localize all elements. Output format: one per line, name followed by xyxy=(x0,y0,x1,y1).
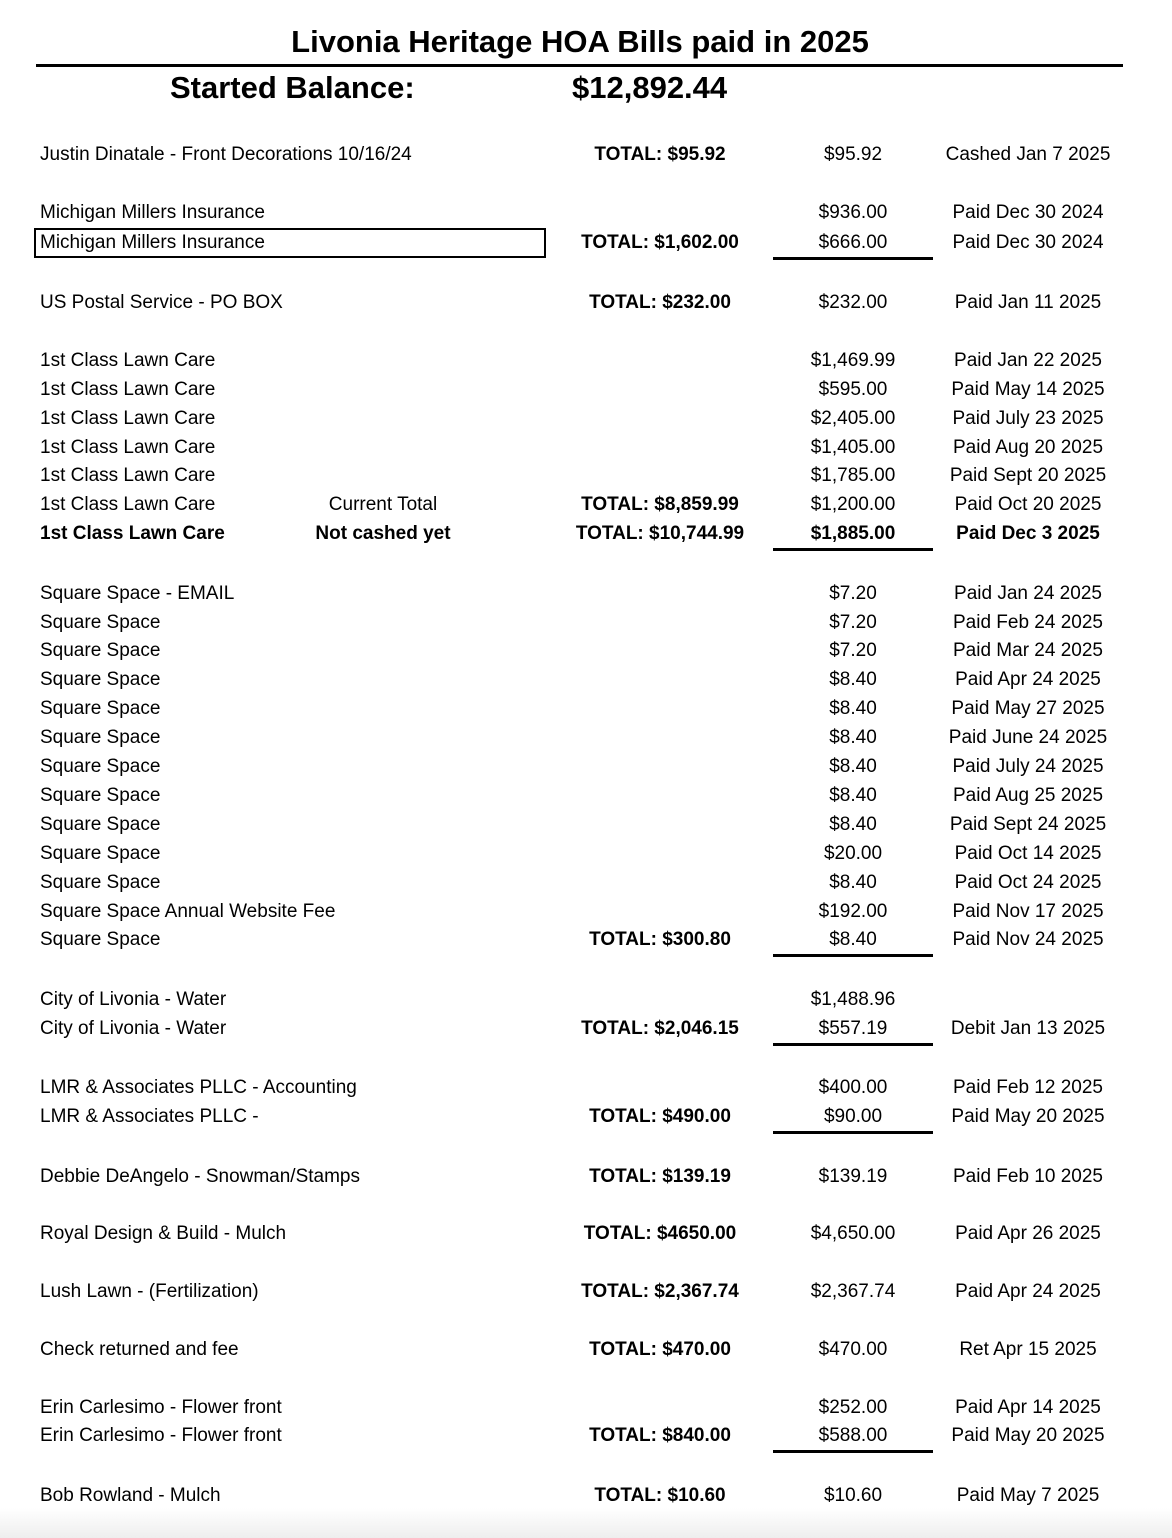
row-amount: $7.20 xyxy=(829,640,877,661)
table-row xyxy=(0,492,1172,518)
table-row xyxy=(0,521,1172,547)
row-amount: $95.92 xyxy=(823,144,883,165)
row-name: LMR & Associates PLLC - Accounting xyxy=(40,1077,357,1098)
row-amount: $8.40 xyxy=(829,929,877,950)
row-status: Paid Sept 20 2025 xyxy=(949,465,1107,486)
page-title: Livonia Heritage HOA Bills paid in 2025 xyxy=(291,24,869,59)
row-status: Ret Apr 15 2025 xyxy=(959,1339,1097,1360)
table-row xyxy=(0,1483,1172,1509)
row-status: Paid Jan 11 2025 xyxy=(954,292,1102,313)
row-status: Paid Oct 20 2025 xyxy=(954,494,1102,515)
row-name: Square Space Annual Website Fee xyxy=(40,901,336,922)
table-row xyxy=(0,1221,1172,1247)
row-name: 1st Class Lawn Care xyxy=(40,494,216,515)
row-status: Paid Jan 22 2025 xyxy=(954,350,1102,371)
row-name: LMR & Associates PLLC - xyxy=(40,1106,259,1127)
row-name: Square Space xyxy=(40,929,161,950)
row-amount: $20.00 xyxy=(823,843,883,864)
row-status: Paid Feb 10 2025 xyxy=(952,1166,1103,1187)
row-status: Paid Apr 24 2025 xyxy=(955,1281,1101,1302)
row-amount: $8.40 xyxy=(829,814,877,835)
row-amount: $595.00 xyxy=(818,379,888,400)
row-amount: $666.00 xyxy=(818,232,888,253)
table-row xyxy=(0,725,1172,751)
row-amount: $1,488.96 xyxy=(810,989,896,1010)
row-amount: $400.00 xyxy=(818,1077,888,1098)
row-status: Paid Dec 3 2025 xyxy=(956,523,1100,544)
table-row xyxy=(0,348,1172,374)
row-name: Square Space xyxy=(40,843,161,864)
group-underline xyxy=(773,257,933,260)
row-total: TOTAL: $8,859.99 xyxy=(581,494,739,515)
balance-value: $12,892.44 xyxy=(572,70,728,105)
table-row xyxy=(0,1075,1172,1101)
row-amount: $7.20 xyxy=(829,612,877,633)
row-amount: $2,405.00 xyxy=(810,408,896,429)
table-row xyxy=(0,290,1172,316)
row-name: 1st Class Lawn Care xyxy=(40,350,216,371)
row-name: City of Livonia - Water xyxy=(40,989,227,1010)
row-amount: $8.40 xyxy=(829,756,877,777)
group-underline xyxy=(773,548,933,551)
row-amount: $588.00 xyxy=(818,1425,888,1446)
title-divider xyxy=(36,64,1123,67)
row-name: 1st Class Lawn Care xyxy=(40,408,216,429)
row-amount: $2,367.74 xyxy=(810,1281,896,1302)
row-name: Erin Carlesimo - Flower front xyxy=(40,1397,282,1418)
table-row xyxy=(0,1279,1172,1305)
row-name: 1st Class Lawn Care xyxy=(40,523,225,544)
row-total: TOTAL: $1,602.00 xyxy=(581,232,739,253)
row-status: Paid May 20 2025 xyxy=(951,1106,1105,1127)
row-status: Cashed Jan 7 2025 xyxy=(945,144,1111,165)
row-status: Paid Feb 12 2025 xyxy=(952,1077,1103,1098)
table-row xyxy=(0,435,1172,461)
row-name: Bob Rowland - Mulch xyxy=(40,1485,221,1506)
row-status: Paid Nov 17 2025 xyxy=(952,901,1104,922)
row-amount: $232.00 xyxy=(818,292,888,313)
row-total: TOTAL: $840.00 xyxy=(589,1425,731,1446)
table-row xyxy=(0,927,1172,953)
row-amount: $8.40 xyxy=(829,669,877,690)
row-status: Paid Aug 25 2025 xyxy=(952,785,1104,806)
row-name: Justin Dinatale - Front Decorations 10/16/24 xyxy=(40,144,412,165)
row-amount: $1,785.00 xyxy=(810,465,896,486)
table-row xyxy=(0,1016,1172,1042)
row-amount: $1,405.00 xyxy=(810,437,896,458)
row-name: Erin Carlesimo - Flower front xyxy=(40,1425,282,1446)
row-name: Lush Lawn - (Fertilization) xyxy=(40,1281,259,1302)
group-underline xyxy=(773,1450,933,1453)
row-amount: $470.00 xyxy=(818,1339,888,1360)
row-status: Paid Mar 24 2025 xyxy=(953,640,1103,661)
table-row xyxy=(0,230,1172,256)
table-row xyxy=(0,1423,1172,1449)
table-row xyxy=(0,610,1172,636)
row-status: Paid July 23 2025 xyxy=(952,408,1104,429)
row-total: TOTAL: $10,744.99 xyxy=(575,523,745,544)
row-total: TOTAL: $95.92 xyxy=(594,144,726,165)
row-status: Paid Oct 24 2025 xyxy=(954,872,1102,893)
row-status: Paid Sept 24 2025 xyxy=(949,814,1107,835)
row-amount: $7.20 xyxy=(829,583,877,604)
row-amount: $252.00 xyxy=(818,1397,888,1418)
table-row xyxy=(0,142,1172,168)
row-name: Royal Design & Build - Mulch xyxy=(40,1223,287,1244)
row-name: Michigan Millers Insurance xyxy=(40,202,265,223)
table-row xyxy=(0,581,1172,607)
row-name: 1st Class Lawn Care xyxy=(40,437,216,458)
row-amount: $8.40 xyxy=(829,698,877,719)
row-note: Current Total xyxy=(328,494,438,515)
table-row xyxy=(0,783,1172,809)
row-name: Square Space xyxy=(40,640,161,661)
row-total: TOTAL: $139.19 xyxy=(589,1166,731,1187)
row-name: Michigan Millers Insurance xyxy=(40,232,265,253)
row-total: TOTAL: $232.00 xyxy=(589,292,731,313)
row-amount: $1,200.00 xyxy=(810,494,896,515)
row-name: Square Space xyxy=(40,612,161,633)
row-total: TOTAL: $300.80 xyxy=(589,929,731,950)
table-row xyxy=(0,406,1172,432)
table-row xyxy=(0,870,1172,896)
row-name: Square Space xyxy=(40,872,161,893)
row-name: Square Space xyxy=(40,698,161,719)
table-row xyxy=(0,377,1172,403)
row-amount: $90.00 xyxy=(823,1106,883,1127)
table-row xyxy=(0,667,1172,693)
table-row xyxy=(0,1164,1172,1190)
group-underline xyxy=(773,1043,933,1046)
row-status: Paid May 14 2025 xyxy=(951,379,1105,400)
row-total: TOTAL: $10.60 xyxy=(594,1485,726,1506)
row-amount: $192.00 xyxy=(818,901,888,922)
row-status: Paid Aug 20 2025 xyxy=(952,437,1104,458)
row-amount: $139.19 xyxy=(818,1166,888,1187)
row-amount: $1,469.99 xyxy=(810,350,896,371)
table-row xyxy=(0,1395,1172,1421)
table-row xyxy=(0,841,1172,867)
row-status: Paid July 24 2025 xyxy=(952,756,1104,777)
row-amount: $8.40 xyxy=(829,872,877,893)
row-amount: $8.40 xyxy=(829,727,877,748)
row-name: Square Space - EMAIL xyxy=(40,583,235,604)
row-status: Paid May 20 2025 xyxy=(951,1425,1105,1446)
table-row xyxy=(0,200,1172,226)
row-name: US Postal Service - PO BOX xyxy=(40,292,283,313)
row-status: Paid Apr 24 2025 xyxy=(955,669,1101,690)
row-name: City of Livonia - Water xyxy=(40,1018,227,1039)
table-row xyxy=(0,812,1172,838)
row-name: Square Space xyxy=(40,814,161,835)
row-name: Square Space xyxy=(40,785,161,806)
row-amount: $936.00 xyxy=(818,202,888,223)
row-status: Paid Jan 24 2025 xyxy=(954,583,1102,604)
row-status: Paid May 27 2025 xyxy=(951,698,1105,719)
balance-label: Started Balance: xyxy=(170,70,415,105)
row-status: Paid Oct 14 2025 xyxy=(954,843,1102,864)
row-name: Square Space xyxy=(40,727,161,748)
table-row xyxy=(0,1337,1172,1363)
table-row xyxy=(0,696,1172,722)
table-row xyxy=(0,638,1172,664)
table-row xyxy=(0,1104,1172,1130)
row-name: Debbie DeAngelo - Snowman/Stamps xyxy=(40,1166,361,1187)
row-name: 1st Class Lawn Care xyxy=(40,379,216,400)
table-row xyxy=(0,987,1172,1013)
row-status: Paid Nov 24 2025 xyxy=(952,929,1104,950)
row-amount: $1,885.00 xyxy=(810,523,896,544)
row-status: Paid Feb 24 2025 xyxy=(952,612,1103,633)
row-name: Square Space xyxy=(40,756,161,777)
row-total: TOTAL: $490.00 xyxy=(589,1106,731,1127)
table-row xyxy=(0,754,1172,780)
row-name: 1st Class Lawn Care xyxy=(40,465,216,486)
row-total: TOTAL: $470.00 xyxy=(589,1339,731,1360)
group-underline xyxy=(773,1131,933,1134)
row-note: Not cashed yet xyxy=(315,523,451,544)
row-amount: $4,650.00 xyxy=(810,1223,896,1244)
row-status: Paid Dec 30 2024 xyxy=(952,202,1104,223)
row-name: Square Space xyxy=(40,669,161,690)
table-row xyxy=(0,463,1172,489)
table-row xyxy=(0,899,1172,925)
row-total: TOTAL: $2,046.15 xyxy=(581,1018,739,1039)
row-status: Paid Apr 14 2025 xyxy=(955,1397,1101,1418)
row-status: Paid Dec 30 2024 xyxy=(952,232,1104,253)
row-name: Check returned and fee xyxy=(40,1339,239,1360)
row-status: Debit Jan 13 2025 xyxy=(950,1018,1106,1039)
group-underline xyxy=(773,954,933,957)
row-total: TOTAL: $2,367.74 xyxy=(581,1281,739,1302)
page-edge xyxy=(0,1508,1172,1538)
row-status: Paid Apr 26 2025 xyxy=(955,1223,1101,1244)
row-status: Paid June 24 2025 xyxy=(948,727,1108,748)
row-amount: $557.19 xyxy=(818,1018,888,1039)
row-amount: $8.40 xyxy=(829,785,877,806)
row-amount: $10.60 xyxy=(823,1485,883,1506)
row-total: TOTAL: $4650.00 xyxy=(583,1223,737,1244)
row-status: Paid May 7 2025 xyxy=(956,1485,1100,1506)
